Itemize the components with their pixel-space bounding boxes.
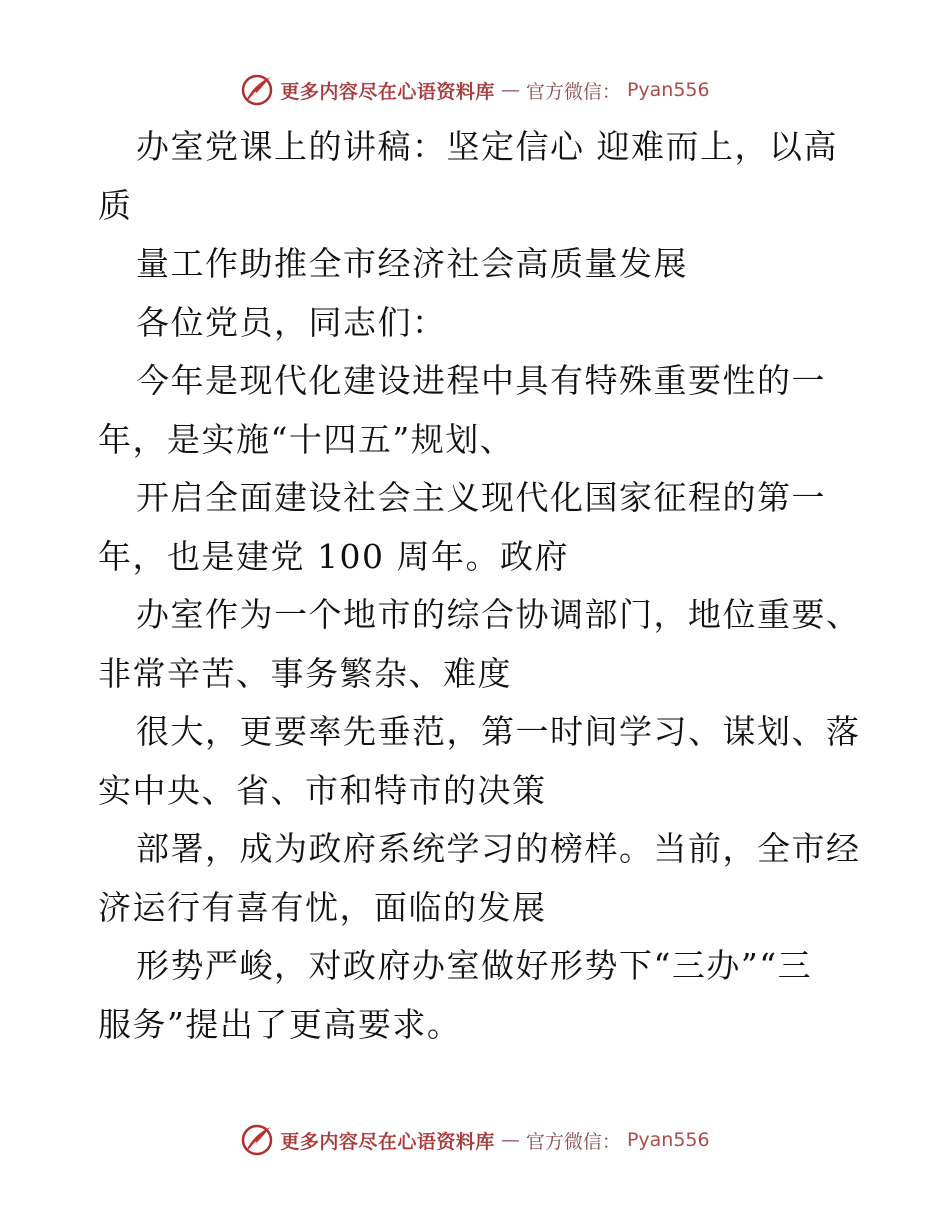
header-banner — [0, 70, 950, 110]
doc-line: 今年是现代化建设进程中具有特殊重要性的一 — [136, 361, 826, 400]
doc-line: 非常辛苦、事务繁杂、难度 — [98, 653, 512, 693]
footer-separator: — — [500, 1129, 520, 1151]
doc-line: 年，也是建党 100 周年。政府 — [98, 536, 569, 576]
quill-logo-icon — [240, 1123, 274, 1157]
header-separator: — — [500, 79, 520, 101]
doc-line: 量工作助推全市经济社会高质量发展 — [136, 244, 688, 283]
doc-line: 形势严峻，对政府办室做好形势下“三办”“三 — [136, 946, 813, 985]
footer-banner — [0, 1120, 950, 1160]
doc-line: 年，是实施“十四五”规划、 — [98, 419, 515, 459]
doc-line: 实中央、省、市和特市的决策 — [98, 770, 547, 810]
header-wechat-label: 官方微信： — [525, 80, 621, 103]
doc-line: 质 — [98, 185, 133, 225]
doc-line: 开启全面建设社会主义现代化国家征程的第一 — [136, 478, 826, 517]
document-body — [98, 118, 861, 1054]
doc-line: 办室党课上的讲稿：坚定信心 迎难而上，以高 — [136, 127, 838, 166]
footer-wechat-id: Pyan556 — [626, 1129, 710, 1151]
doc-line: 服务”提出了更高要求。 — [98, 1004, 462, 1044]
footer-brand-text: 更多内容尽在心语资料库 — [280, 1130, 495, 1153]
footer-wechat-label: 官方微信： — [525, 1130, 621, 1153]
header-brand-text: 更多内容尽在心语资料库 — [280, 80, 495, 103]
doc-line: 济运行有喜有忧，面临的发展 — [98, 887, 547, 927]
quill-logo-icon — [240, 73, 274, 107]
doc-line: 办室作为一个地市的综合协调部门，地位重要、 — [136, 595, 861, 634]
doc-line: 部署，成为政府系统学习的榜样。当前，全市经 — [136, 829, 861, 868]
header-wechat-id: Pyan556 — [626, 79, 710, 101]
doc-line: 很大，更要率先垂范，第一时间学习、谋划、落 — [136, 712, 861, 751]
doc-line: 各位党员，同志们： — [136, 302, 447, 342]
